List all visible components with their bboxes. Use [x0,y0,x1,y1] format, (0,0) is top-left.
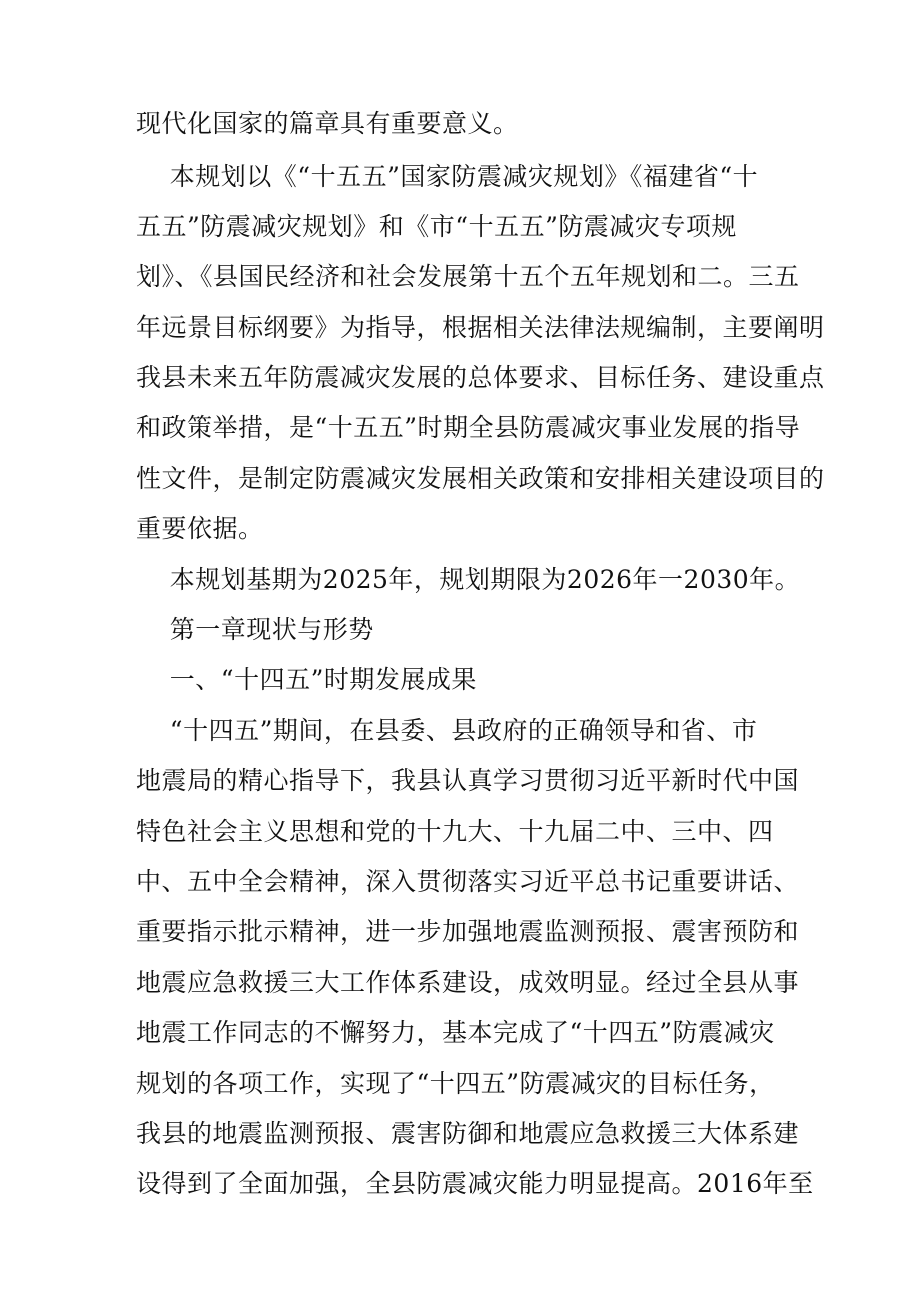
text-line: 特色社会主义思想和党的十九大、十九届二中、三中、四 [136,817,774,846]
text-line: 重要依据。 [136,514,264,543]
text-line: 地震应急救援三大工作体系建设，成效明显。经过全县从事 [136,968,800,997]
text-line: 本规划基期为2025年，规划期限为2026年一2030年。 [136,565,801,594]
text-line: 性文件，是制定防震减灾发展相关政策和安排相关建设项目的 [136,464,825,493]
text-line: 五五”防震减灾规划》和《市“十五五”防震减灾专项规 [136,212,737,241]
text-line: “十四五”期间，在县委、县政府的正确领导和省、市 [136,716,758,745]
text-line: 地震工作同志的不懈努力，基本完成了“十四五”防震减灾 [136,1018,775,1047]
text-line: 年远景目标纲要》为指导，根据相关法律法规编制，主要阐明 [136,313,825,342]
text-line: 设得到了全面加强，全县防震减灾能力明显提高。2016年至 [136,1169,814,1198]
text-line: 划》、《县国民经济和社会发展第十五个五年规划和二。三五 [136,262,800,291]
chapter-heading: 第一章现状与形势 [136,615,374,644]
text-line: 和政策举措，是“十五五”时期全县防震减灾事业发展的指导 [136,413,801,442]
section-heading: 一、“十四五”时期发展成果 [136,665,477,694]
text-line: 现代化国家的篇章具有重要意义。 [136,109,519,138]
text-line: 地震局的精心指导下，我县认真学习贯彻习近平新时代中国 [136,766,800,795]
text-line: 我县未来五年防震减灾发展的总体要求、目标任务、建设重点 [136,363,825,392]
text-line: 规划的各项工作，实现了“十四五”防震减灾的目标任务， [136,1069,775,1098]
text-line: 重要指示批示精神，进一步加强地震监测预报、震害预防和 [136,917,800,946]
text-line: 本规划以《“十五五”国家防震减灾规划》《福建省“十 [136,162,759,191]
text-line: 我县的地震监测预报、震害防御和地震应急救援三大体系建 [136,1119,800,1148]
text-line: 中、五中全会精神，深入贯彻落实习近平总书记重要讲话、 [136,867,800,896]
